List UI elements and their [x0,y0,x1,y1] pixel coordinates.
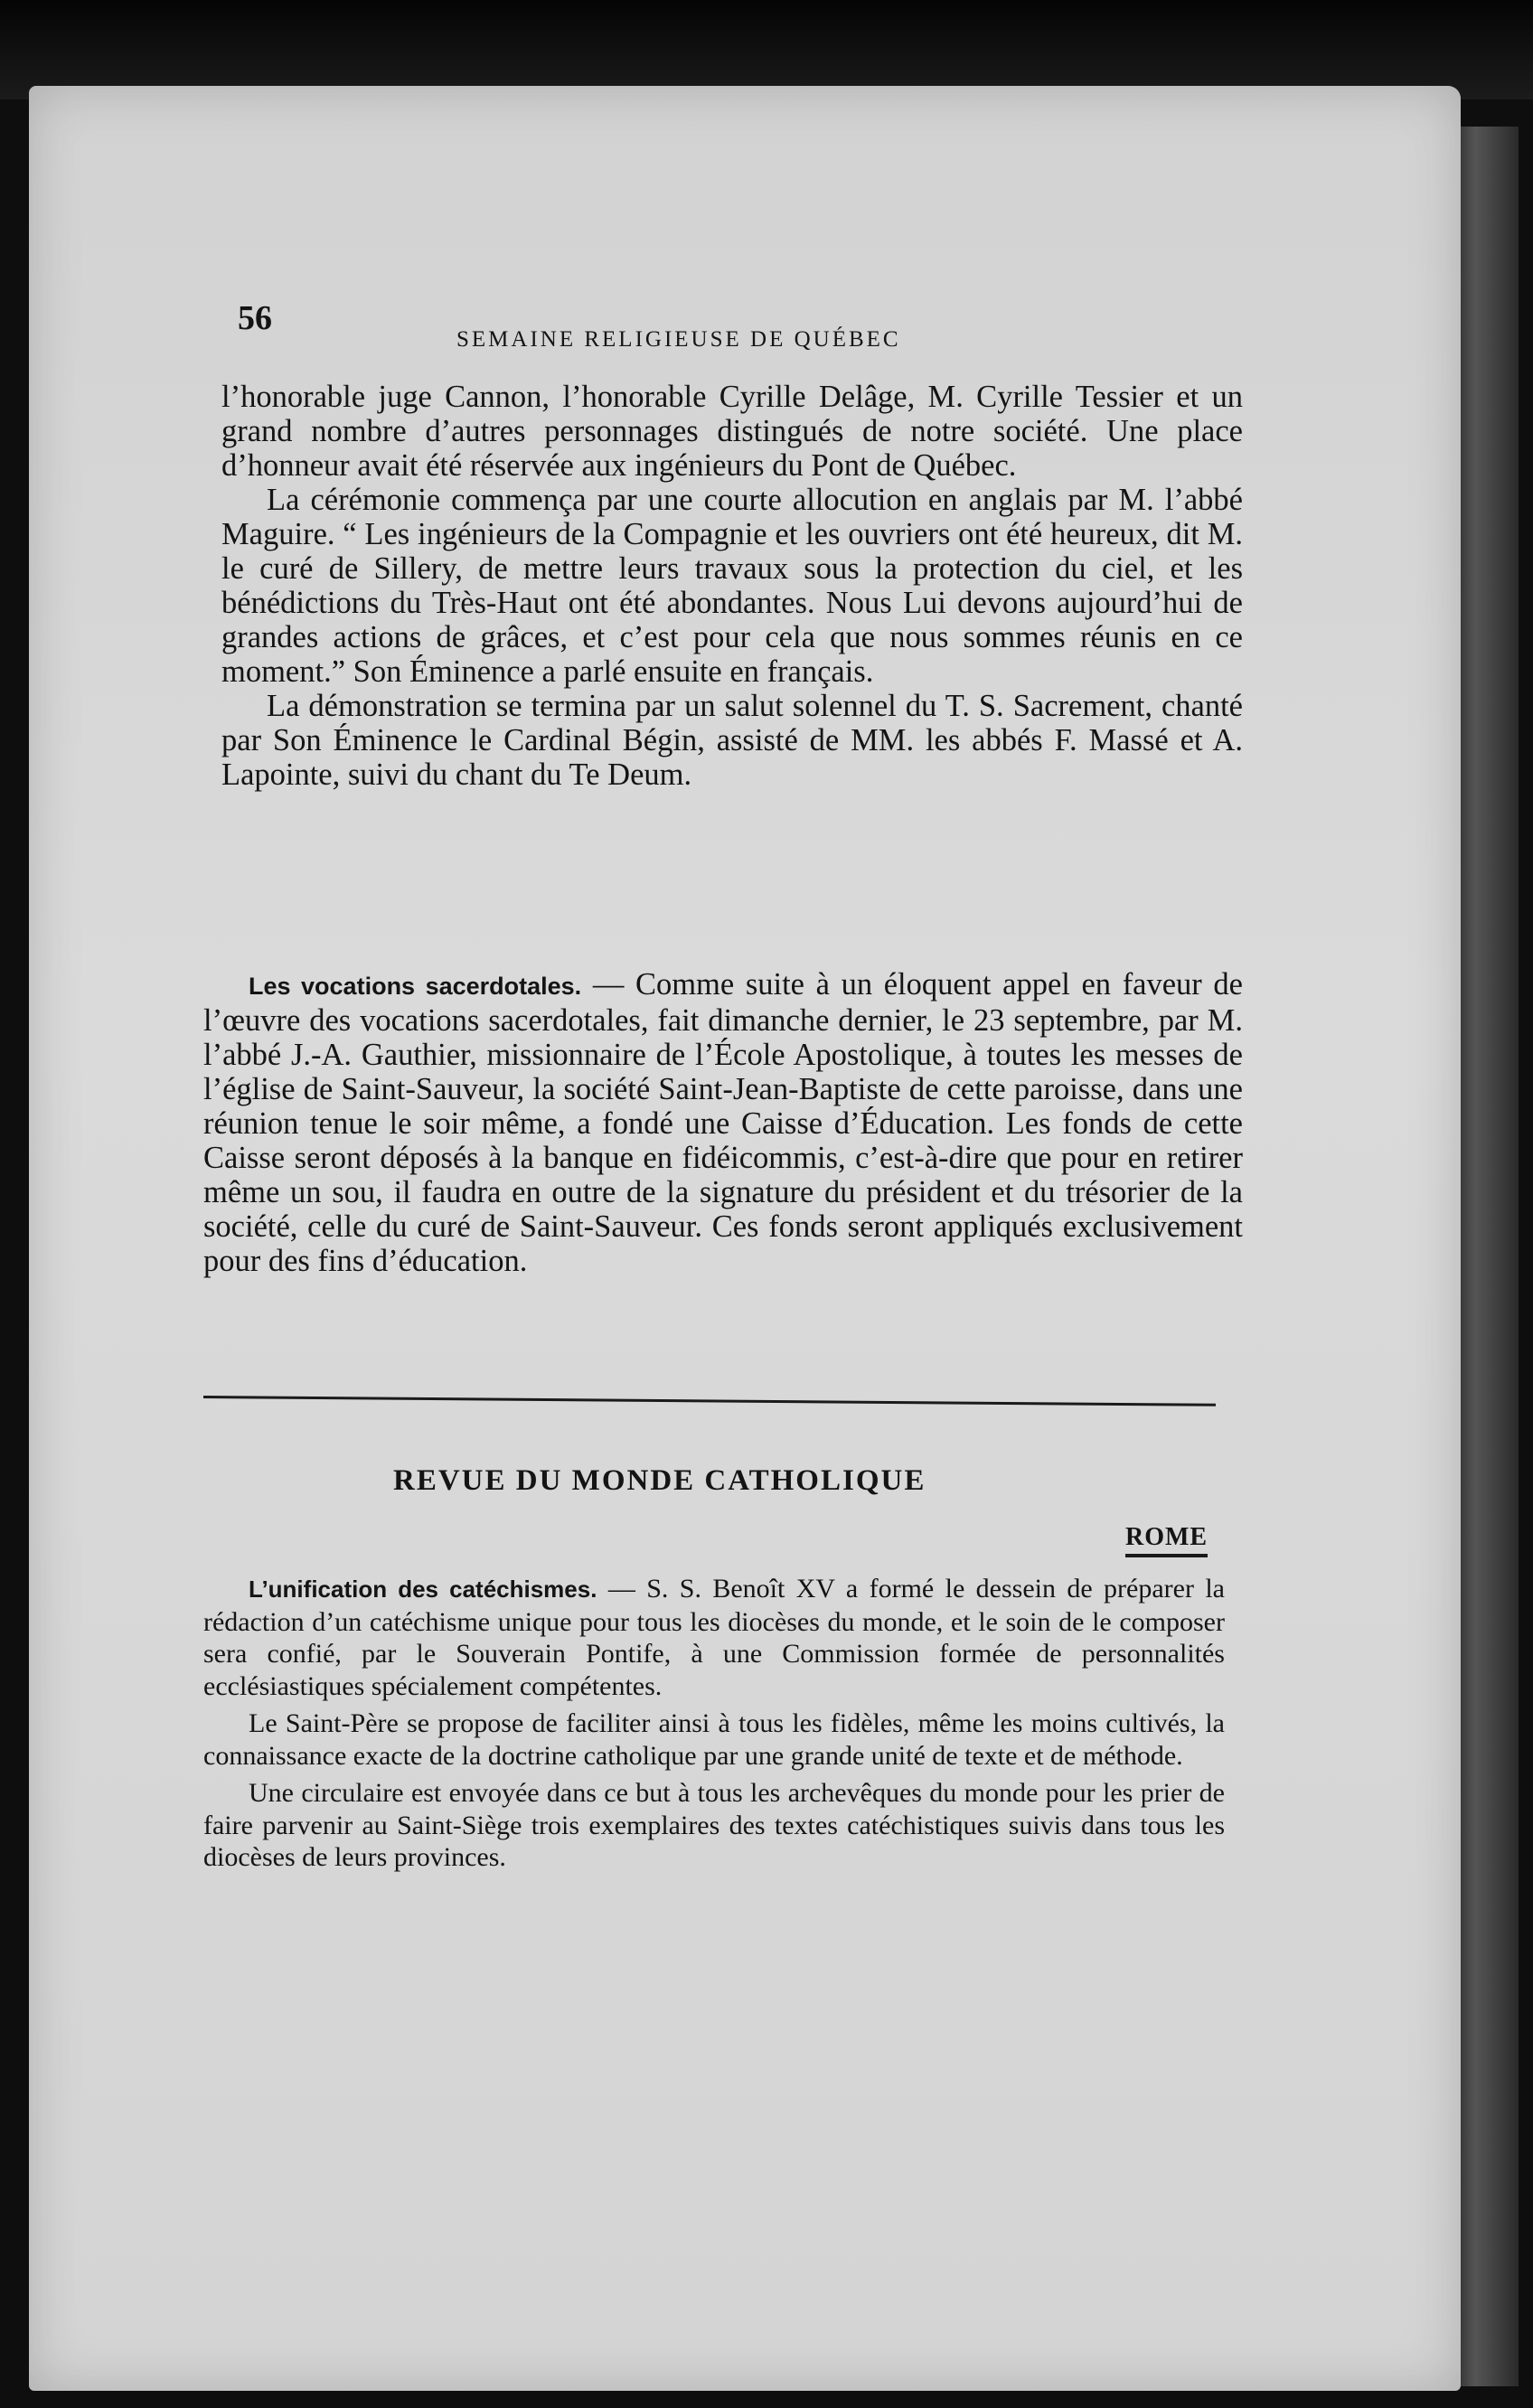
scan-background-top [0,0,1533,99]
runin-heading: Les vocations sacerdotales. [249,973,582,1000]
subsection-heading: ROME [1125,1523,1208,1557]
page-number: 56 [238,299,272,337]
paragraph-text: — S. S. Benoît XV a formé le dessein de préparer la rédaction d’un catéchisme unique pour tous les diocèses du monde, et le soin de le composer sera confié, par le Souverain Pontife, à une Commission formée de personnalités ecclésiastiques spécialement compétentes. [203,1574,1225,1701]
journal-title: SEMAINE RELIGIEUSE DE QUÉBEC [456,327,901,352]
article-vocations [203,967,1243,1278]
running-head [203,289,1252,352]
paragraph [203,967,1243,1278]
paragraph: l’honorable juge Cannon, l’honorable Cyrille Delâge, M. Cyrille Tessier et un grand nombre d’autres personnages distingués de notre société. Une place d’honneur avait été réservée aux ingénieurs du Pont de Québec. [221,380,1243,483]
runin-heading: L’unification des catéchismes. [249,1576,597,1603]
page-content [203,289,1252,1872]
paragraph [203,1573,1225,1702]
section-heading: REVUE DU MONDE CATHOLIQUE [393,1464,926,1497]
paragraph: Le Saint-Père se propose de faciliter ainsi à tous les fidèles, même les moins cultivés, la connaissance exacte de la doctrine catholique par une grande unité de texte et de méthode. [203,1708,1225,1771]
article-continuation [221,380,1243,792]
paragraph: La démonstration se termina par un salut solennel du T. S. Sacrement, chanté par Son Éminence le Cardinal Bégin, assisté de MM. les abbés F. Massé et A. Lapointe, suivi du chant du Te Deum. [221,689,1243,792]
paragraph-text: — Comme suite à un éloquent appel en faveur de l’œuvre des vocations sacerdotales, fait dimanche dernier, le 23 septembre, par M. l’abbé J.-A. Gauthier, missionnaire de l’École Apostolique, à toutes les messes de l’église de Saint-Sauveur, la société Saint-Jean-Baptiste de cette paroisse, dans une réunion tenue le soir même, a fondé une Caisse d’Éducation. Les fonds de cette Caisse seront déposés à la banque en fidéicommis, c’est-à-dire que pour en retirer même un sou, il faudra en outre de la signature du président et du trésorier de la société, celle du curé de Saint-Sauveur. Ces fonds seront appliqués exclusivement pour des fins d’éducation. [203,967,1243,1278]
paragraph: Une circulaire est envoyée dans ce but à tous les archevêques du monde pour les prier de faire parvenir au Saint-Siège trois exemplaires des textes catéchistiques suivis dans tous les diocèses de leurs provinces. [203,1778,1225,1872]
article-catechismes [203,1573,1225,1874]
paragraph: La cérémonie commença par une courte allocution en anglais par M. l’abbé Maguire. “ Les ingénieurs de la Compagnie et les ouvriers ont été heureux, dit M. le curé de Sillery, de mettre leurs travaux sous la protection du ciel, et les bénédictions du Très-Haut ont été abondantes. Nous Lui devons aujourd’hui de grandes actions de grâces, et c’est pour cela que nous sommes réunis en ce moment.” Son Éminence a parlé ensuite en français. [221,483,1243,689]
